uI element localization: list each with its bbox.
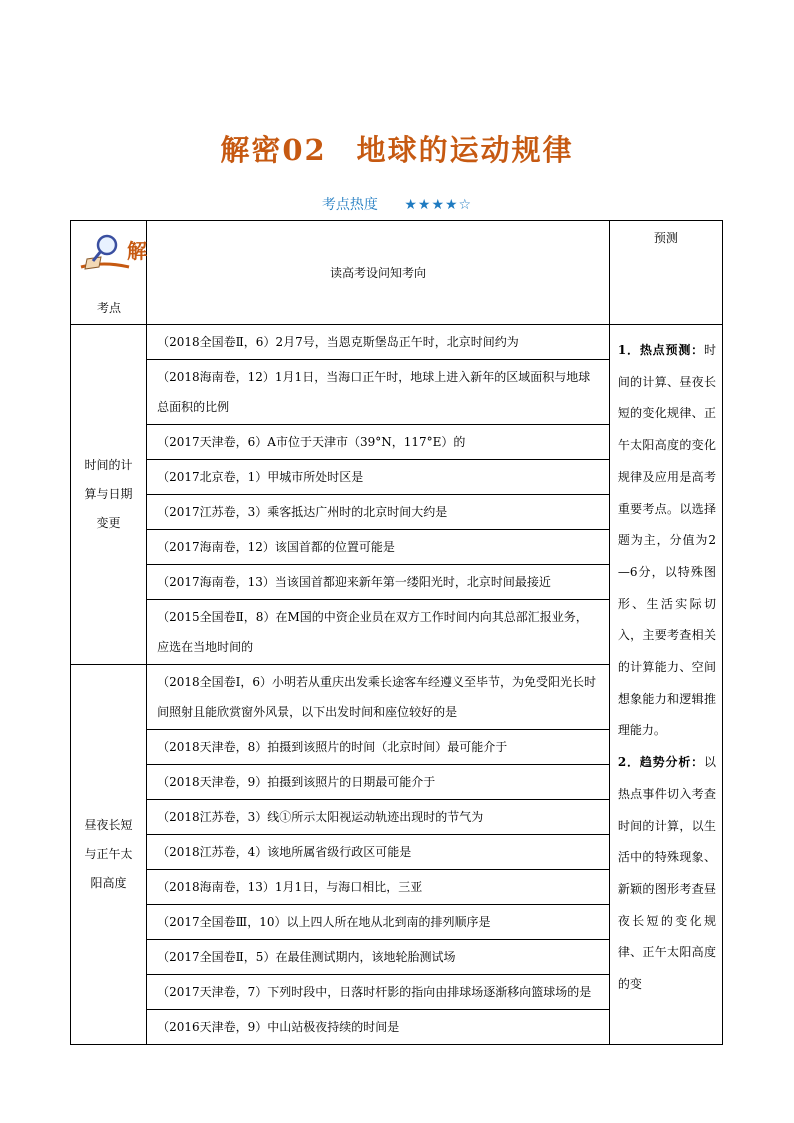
question-cell: （2017北京卷，1）甲城市所处时区是 (147, 460, 610, 495)
exam-table (70, 220, 723, 1045)
question-cell: （2018天津卷，8）拍摄到该照片的时间（北京时间）最可能介于 (147, 730, 610, 765)
question-cell: （2016天津卷，9）中山站极夜持续的时间是 (147, 1010, 610, 1045)
title-part1: 解密02 (220, 133, 327, 167)
question-cell: （2017海南卷，13）当该国首都迎来新年第一缕阳光时，北京时间最接近 (147, 565, 610, 600)
star-rating-icon: ★★★★☆ (404, 197, 473, 213)
prediction-heading-2: 2．趋势分析： (617, 755, 704, 770)
question-cell: （2015全国卷Ⅱ，8）在M国的中资企业员在双方工作时间内向其总部汇报业务，应选在当地时间的 (147, 600, 610, 665)
prediction-text-2: 以热点事件切入考查时间的计算，以生活中的特殊现象、新颖的图形考查昼夜长短的变化规律、正午太阳高度的变 (617, 755, 716, 992)
question-cell: （2017天津卷，7）下列时段中，日落时杆影的指向由排球场逐渐移向篮球场的是 (147, 975, 610, 1010)
header-mid-cell: 读高考设问知考向 (147, 221, 610, 325)
category-line: 阳高度 (90, 876, 127, 890)
heat-rating (0, 194, 794, 214)
question-cell: （2017江苏卷，3）乘客抵达广州时的北京时间大约是 (147, 495, 610, 530)
header-right-cell: 预测 (609, 221, 722, 325)
category-cell-daylight (71, 665, 147, 1045)
table-row (71, 325, 723, 360)
question-cell: （2018海南卷，12）1月1日，当海口正午时，地球上进入新年的区域面积与地球总面积的比例 (147, 360, 610, 425)
category-line: 算与日期 (84, 487, 133, 501)
question-cell: （2018全国卷Ⅰ，6）小明若从重庆出发乘长途客车经遵义至毕节，为免受阳光长时间照射且能欣赏窗外风景，以下出发时间和座位较好的是 (147, 665, 610, 730)
category-line: 时间的计 (84, 458, 133, 472)
question-cell: （2018江苏卷，3）线①所示太阳视运动轨迹出现时的节气为 (147, 800, 610, 835)
category-cell-time (71, 325, 147, 665)
prediction-heading-1: 1．热点预测： (617, 343, 704, 357)
question-cell: （2017海南卷，12）该国首都的位置可能是 (147, 530, 610, 565)
question-cell: （2018天津卷，9）拍摄到该照片的日期最可能介于 (147, 765, 610, 800)
header-left-cell (71, 221, 147, 325)
question-cell: （2017天津卷，6）A市位于天津市（39°N，117°E）的 (147, 425, 610, 460)
question-cell: （2017全国卷Ⅱ，5）在最佳测试期内，该地轮胎测试场 (147, 940, 610, 975)
table-header-row (71, 221, 723, 325)
category-line: 变更 (96, 516, 121, 530)
page-title (0, 128, 794, 169)
question-cell: （2018海南卷，13）1月1日，与海口相比，三亚 (147, 870, 610, 905)
logo-char: 解 (127, 239, 147, 263)
category-line: 昼夜长短 (84, 818, 133, 832)
question-cell: （2017全国卷Ⅲ，10）以上四人所在地从北到南的排列顺序是 (147, 905, 610, 940)
question-cell: （2018全国卷Ⅱ，6）2月7号，当恩克斯堡岛正午时，北京时间约为 (147, 325, 610, 360)
header-kaodian-label: 考点 (96, 301, 121, 315)
question-cell: （2018江苏卷，4）该地所属省级行政区可能是 (147, 835, 610, 870)
category-line: 与正午太 (84, 847, 133, 861)
heat-label: 考点热度 (321, 197, 378, 213)
prediction-text-1: 时间的计算、昼夜长短的变化规律、正午太阳高度的变化规律及应用是高考重要考点。以选择题为主，分值为2—6分，以特殊图形、生活实际切入，主要考查相关的计算能力、空间想象能力和逻辑推理能力。 (617, 343, 716, 738)
title-part2: 地球的运动规律 (356, 133, 574, 167)
prediction-cell (609, 325, 722, 1045)
